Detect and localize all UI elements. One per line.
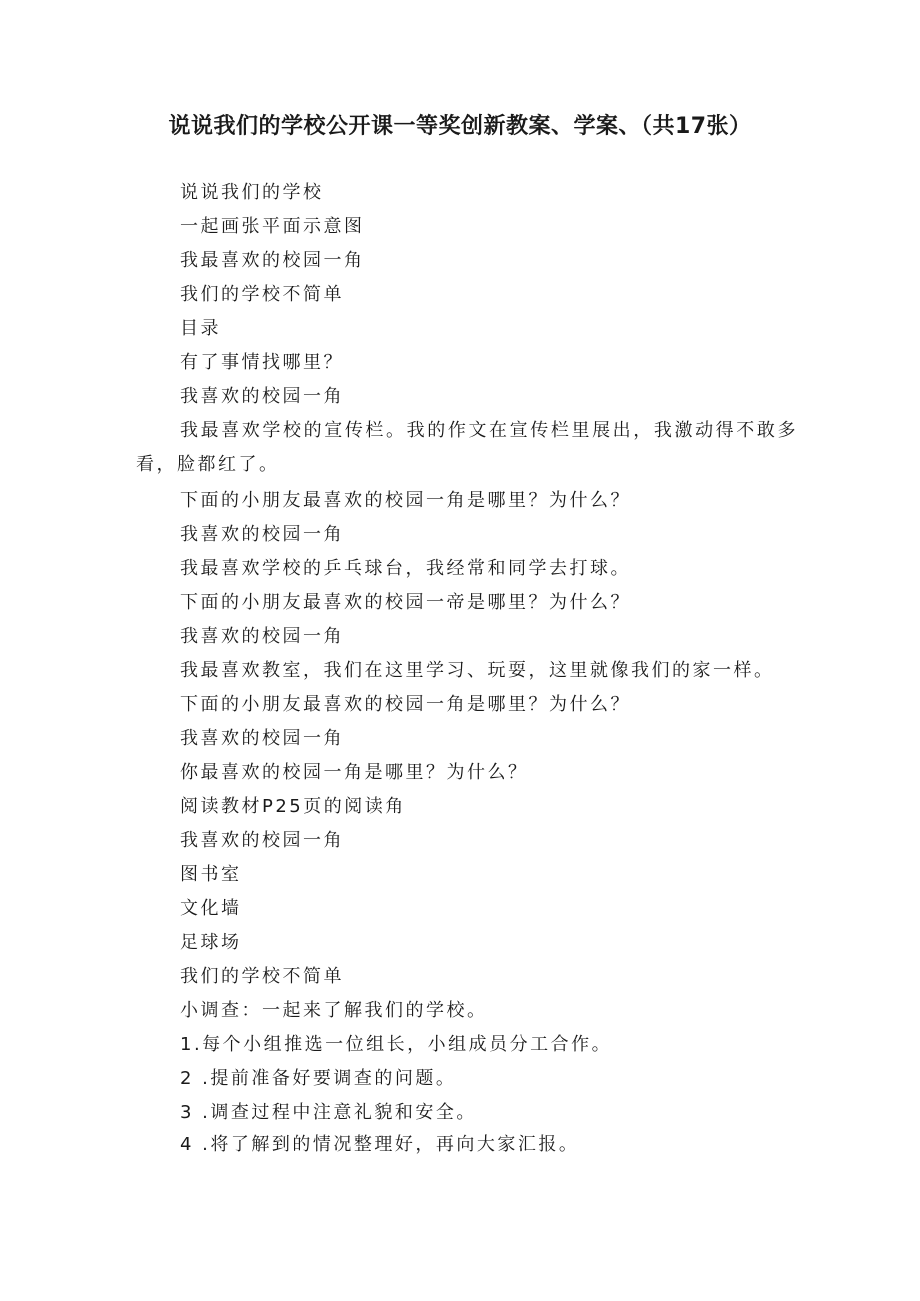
list-item: 4 .将了解到的情况整理好，再向大家汇报。 [180, 1134, 580, 1155]
text-line: 下面的小朋友最喜欢的校园一帝是哪里？为什么？ [180, 592, 631, 613]
text-line: 我最喜欢教室，我们在这里学习、玩耍，这里就像我们的家一样。 [180, 660, 775, 681]
text-line: 下面的小朋友最喜欢的校园一角是哪里？为什么？ [180, 490, 631, 511]
text-line: 目录 [180, 318, 221, 339]
text-line: 说说我们的学校 [180, 182, 324, 203]
list-item: 3 .调查过程中注意礼貌和安全。 [180, 1102, 477, 1123]
text-line: 阅读教材P25页的阅读角 [180, 796, 406, 817]
list-item: 1.每个小组推选一位组长，小组成员分工合作。 [180, 1034, 613, 1055]
text-line: 我们的学校不简单 [180, 966, 344, 987]
text-line: 文化墙 [180, 898, 242, 919]
text-line: 我喜欢的校园一角 [180, 626, 344, 647]
text-line: 我喜欢的校园一角 [180, 524, 344, 545]
text-line: 我喜欢的校园一角 [180, 386, 344, 407]
text-line: 有了事情找哪里？ [180, 352, 344, 373]
text-line: 我喜欢的校园一角 [180, 830, 344, 851]
document-title: 说说我们的学校公开课一等奖创新教案、学案、（共17张） [168, 114, 752, 139]
text-line: 你最喜欢的校园一角是哪里？为什么？ [180, 762, 529, 783]
text-line: 小调查：一起来了解我们的学校。 [180, 1000, 488, 1021]
text-line: 我喜欢的校园一角 [180, 728, 344, 749]
text-line: 图书室 [180, 864, 242, 885]
text-line: 一起画张平面示意图 [180, 216, 365, 237]
text-line: 下面的小朋友最喜欢的校园一角是哪里？为什么？ [180, 694, 631, 715]
text-line: 我最喜欢的校园一角 [180, 250, 365, 271]
text-line: 我最喜欢学校的乒乓球台，我经常和同学去打球。 [180, 558, 631, 579]
paragraph: 我最喜欢学校的宣传栏。我的作文在宣传栏里展出，我激动得不敢多看，脸都红了。 [136, 420, 798, 475]
text-line: 足球场 [180, 932, 242, 953]
text-line: 我们的学校不简单 [180, 284, 344, 305]
list-item: 2 .提前准备好要调查的问题。 [180, 1068, 457, 1089]
